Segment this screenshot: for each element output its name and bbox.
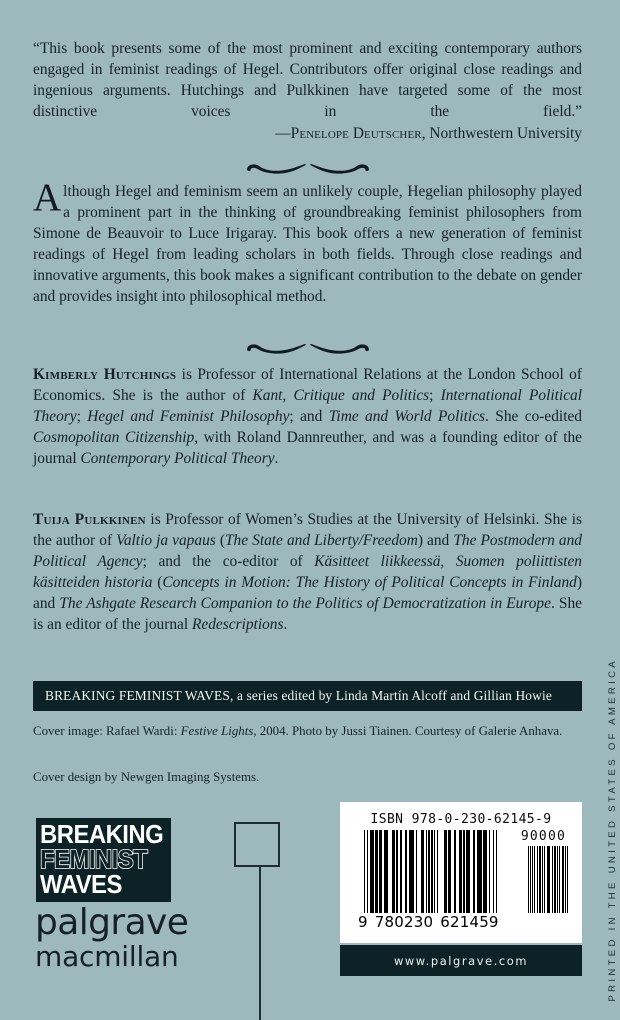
barcode-bar	[483, 830, 487, 913]
barcode-bar	[542, 846, 543, 913]
barcode-bar	[379, 830, 382, 913]
barcode-bar	[552, 846, 553, 913]
registration-mark-square	[234, 822, 280, 867]
barcode-bar	[364, 830, 365, 913]
barcode-bar	[421, 830, 424, 913]
ean-group-2: 621459	[440, 913, 499, 931]
editor-bio-pulkkinen	[33, 509, 582, 635]
work-title: The Postmodern and Political Agency	[33, 532, 582, 571]
flourish-icon	[243, 339, 373, 357]
series-banner-text: BREAKING FEMINIST WAVES, a series edited by Linda Martín Alcoff and Gillian Howie	[45, 688, 552, 703]
barcode-bar	[400, 830, 401, 913]
barcode-bar	[530, 846, 532, 913]
bio-text: is Professor of International Relations at the London School of Economics. She is the author of	[33, 366, 582, 405]
registration-mark-line	[259, 866, 261, 1020]
barcode-bar	[428, 830, 429, 913]
editor-bio-text	[33, 509, 582, 635]
editor-bio-text	[33, 364, 582, 469]
publisher-logo-line-2: macmillan	[35, 940, 179, 973]
work-title: International Political Theory	[33, 387, 582, 426]
barcode-bar	[549, 846, 550, 913]
barcode-bar	[448, 830, 451, 913]
barcode-bar	[496, 830, 497, 913]
work-title: The Ashgate Research Companion to the Politics of Democratization in Europe	[59, 595, 551, 613]
barcode-bar	[463, 830, 464, 913]
printed-in-usa-text: PRINTED IN THE UNITED STATES OF AMERICA	[607, 658, 618, 1002]
dropcap-letter: A	[33, 176, 62, 219]
barcode-bar	[548, 846, 549, 913]
barcode-bar	[459, 830, 462, 913]
cover-image-credit-suffix: , 2004. Photo by Jussi Tiainen. Courtesy of Galerie Anhava.	[253, 724, 563, 738]
barcode-bar	[534, 846, 535, 913]
series-logo-line-3: WAVES	[40, 868, 122, 899]
barcode-bar	[431, 830, 432, 913]
barcode-bar	[537, 846, 538, 913]
bio-text: .	[274, 450, 279, 468]
bio-text: (	[152, 574, 163, 592]
bio-text: ;	[429, 387, 441, 405]
cover-image-credit	[33, 722, 582, 741]
bio-text: . She co-edited	[485, 408, 582, 426]
bio-text: (	[215, 532, 225, 550]
publisher-url-text: www.palgrave.com	[393, 953, 529, 968]
bio-text: .	[283, 616, 288, 634]
barcode-bar	[437, 830, 438, 913]
barcode-bar	[563, 846, 564, 913]
ornament-divider-top	[33, 157, 582, 177]
barcode-bar	[434, 830, 435, 913]
barcode-bar	[489, 830, 490, 913]
barcode-bar	[493, 830, 494, 913]
barcode-bar	[405, 830, 408, 913]
review-quote-attribution	[33, 123, 582, 144]
review-quote-block	[33, 38, 582, 144]
barcode-bar	[544, 846, 545, 913]
work-title: Kant, Critique and Politics	[252, 387, 430, 405]
barcode-bar	[409, 830, 415, 913]
barcode-bar	[416, 830, 417, 913]
review-quote-body: “This book presents some of the most prominent and exciting contemporary authors engaged in feminist readings of Hegel. Contributors offer original close readings and ingenious arguments. Hutchings and Pulkkinen have targeted some of the most distinctive voices in the field.”	[33, 40, 582, 121]
barcode-bar	[370, 830, 374, 913]
breaking-feminist-waves-logo	[36, 818, 171, 902]
barcode-bar	[384, 830, 388, 913]
barcode-bar	[555, 846, 556, 913]
editor-name: Kimberly Hutchings	[33, 366, 177, 383]
attribution-affiliation: , Northwestern University	[421, 125, 582, 143]
cover-image-title: Festive Lights	[180, 724, 254, 738]
ornament-divider-bottom	[33, 337, 582, 357]
work-title: Cosmopolitan Citizenship	[33, 429, 195, 447]
series-logo-line-1: BREAKING	[40, 819, 164, 849]
ean-lead-digit: 9	[358, 913, 368, 931]
work-title: Contemporary Political Theory	[80, 450, 275, 468]
editor-name: Tuija Pulkkinen	[33, 511, 146, 528]
barcode-bar	[454, 830, 457, 913]
barcode-bar	[565, 846, 566, 913]
bio-text: ;	[76, 408, 88, 426]
cover-image-credit-prefix: Cover image: Rafael Wardi:	[33, 724, 181, 738]
barcode-block	[340, 802, 582, 976]
flourish-icon	[243, 159, 373, 177]
barcode-bar	[557, 846, 558, 913]
barcode-bars-main	[364, 830, 497, 913]
barcode-bar	[367, 830, 368, 913]
series-banner	[33, 681, 582, 711]
publisher-logo-line-1: palgrave	[35, 902, 189, 943]
bio-text: ) and	[417, 532, 454, 550]
barcode-bar	[532, 846, 533, 913]
bio-text: . She is an editor of the journal	[33, 595, 582, 634]
barcode-bar	[396, 830, 397, 913]
publisher-url-bar	[340, 945, 582, 976]
review-quote-text	[33, 38, 582, 144]
barcode-bar	[477, 830, 481, 913]
ean-digits	[358, 913, 508, 931]
bio-text: , with Roland Dannreuther, and was a founding editor of the journal	[33, 429, 583, 468]
description-body: lthough Hegel and feminism seem an unlikely couple, Hegelian philosophy played a prominent part in the thinking of groundbreaking feminist philosophers from Simone de Beauvoir to Luce Irigaray. This book offers a new generation of feminist readings of Hegel from leading scholars in both fields. Through close readings and innovative arguments, this book makes a significant contribution to the debate on gender and provides insight into philosophical method.	[33, 183, 582, 306]
barcode-bar	[392, 830, 395, 913]
editor-bio-hutchings	[33, 364, 582, 469]
work-title: Redescriptions	[192, 616, 284, 634]
description-text	[33, 176, 582, 307]
work-title: Valtio ja vapaus	[116, 532, 216, 550]
ean-group-1: 780230	[374, 913, 434, 931]
barcode-supplement-label: 90000	[520, 829, 566, 844]
attribution-dash: —	[275, 125, 291, 143]
bio-text: ; and the co-editor of	[142, 553, 315, 571]
series-logo-line-2: FEMINIST	[40, 843, 148, 874]
barcode-bar	[466, 830, 470, 913]
barcode-bar	[375, 830, 378, 913]
barcode-bar	[473, 830, 474, 913]
barcode-bars-supplement	[528, 846, 568, 913]
barcode-bar	[444, 830, 447, 913]
work-title: Time and World Politics	[328, 408, 486, 426]
barcode-bar	[567, 846, 568, 913]
work-title: Hegel and Feminist Philosophy	[87, 408, 290, 426]
isbn-label: ISBN 978-0-230-62145-9	[370, 812, 552, 827]
bio-text: ) and	[33, 574, 582, 613]
barcode-bar	[559, 846, 560, 913]
work-title: Käsitteet liikkeessä, Suomen poliittisten käsitteiden historia	[33, 553, 583, 592]
barcode-bar	[426, 830, 427, 913]
barcode-bar	[540, 846, 541, 913]
work-title: Concepts in Motion: The History of Political Concepts in Finland	[162, 574, 577, 592]
palgrave-macmillan-logo	[35, 902, 189, 973]
work-title: The State and Liberty/Freedom	[224, 532, 418, 550]
bio-text: ; and	[289, 408, 329, 426]
cover-design-credit: Cover design by Newgen Imaging Systems.	[33, 770, 260, 784]
description-block	[33, 176, 582, 307]
attribution-name: Penelope Deutscher	[290, 125, 422, 143]
bio-text: is Professor of Women’s Studies at the University of Helsinki. She is the author of	[33, 511, 582, 550]
